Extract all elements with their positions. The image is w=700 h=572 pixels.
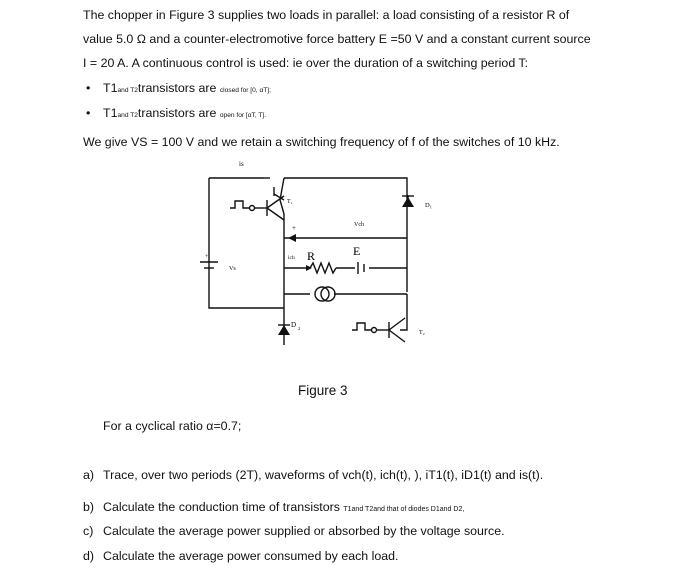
question-label: b)	[83, 500, 95, 514]
bullet-and-t2: and T2	[117, 87, 138, 94]
cyclical-ratio: For a cyclical ratio α=0.7;	[103, 419, 242, 433]
figure-caption: Figure 3	[298, 383, 348, 398]
question-text: Calculate the average power consumed by each load.	[103, 549, 399, 563]
bullet-t1: T1	[103, 81, 118, 95]
bullet-and-t2: and T2	[117, 112, 138, 119]
question-small-text: T1and T2and that of diodes D1and D2,	[343, 506, 465, 513]
question-label: d)	[83, 549, 95, 563]
label-r: R	[307, 249, 316, 263]
label-is: is	[239, 160, 244, 168]
bullet-marker: •	[86, 106, 91, 120]
question-a	[83, 467, 543, 483]
question-c	[83, 523, 505, 539]
label-t2: T₂	[419, 330, 425, 336]
bullet-marker: •	[86, 81, 91, 95]
label-vs-plus: +	[205, 254, 209, 260]
bullet-open-interval: open for [αT, T].	[219, 112, 267, 119]
question-text: Trace, over two periods (2T), waveforms of vch(t), ich(t), ), iT1(t), iD1(t) and is(t).	[103, 468, 544, 482]
label-vs: Vs	[229, 266, 236, 272]
question-text: Calculate the average power supplied or absorbed by the voltage source.	[103, 524, 505, 538]
question-d	[83, 548, 399, 564]
label-minus: -	[402, 234, 405, 242]
label-ich: ich	[288, 255, 295, 261]
intro-line-3: I = 20 A. A continuous control is used: ie over the duration of a switching period T:	[83, 56, 529, 70]
question-label: c)	[83, 524, 94, 538]
question-text: Calculate the conduction time of transistors	[103, 500, 340, 514]
label-d2-sub: 2	[298, 326, 301, 331]
bullet-transistors: transistors are	[137, 81, 217, 95]
bullet-transistors: transistors are	[137, 106, 217, 120]
label-vch: Vch	[354, 222, 364, 228]
label-d1: D₁	[425, 202, 432, 209]
given-values: We give VS = 100 V and we retain a switching frequency of f of the switches of 10 kHz.	[83, 135, 560, 149]
bullet-closed-interval: closed for [0, αT];	[219, 87, 271, 94]
intro-line-1: The chopper in Figure 3 supplies two loads in parallel: a load consisting of a resistor R of	[83, 8, 570, 22]
question-b	[83, 499, 464, 518]
bullet-t1: T1	[103, 106, 118, 120]
label-t1: T₁	[287, 199, 293, 205]
label-e: E	[353, 244, 361, 258]
intro-line-2: value 5.0 Ω and a counter-electromotive force battery E =50 V and a constant current source	[83, 32, 591, 46]
label-d2: D	[291, 321, 297, 329]
label-plus-top: +	[292, 224, 296, 232]
question-label: a)	[83, 468, 95, 482]
